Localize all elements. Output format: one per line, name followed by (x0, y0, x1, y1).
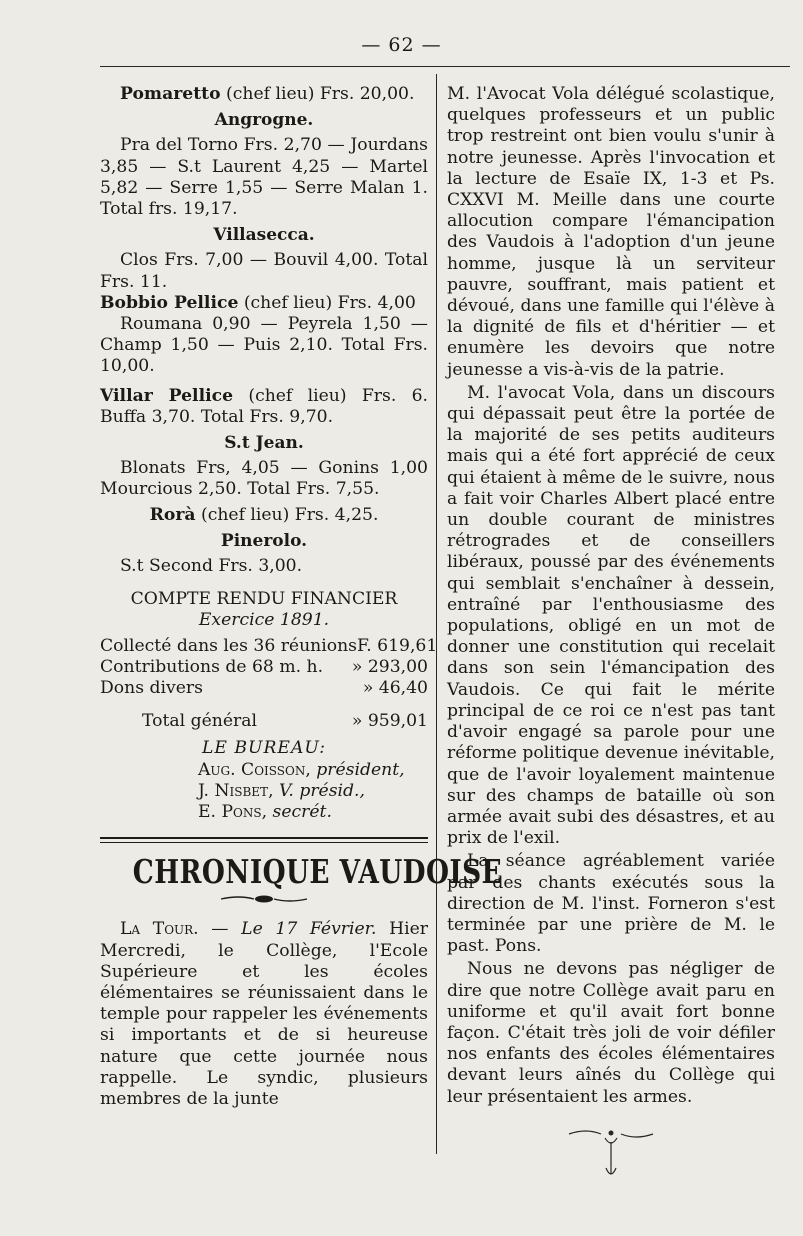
column-divider (436, 74, 437, 1154)
bureau-title: LE BUREAU: (201, 738, 327, 759)
entry-angrogne: Pra del Torno Frs. 2,70 — Jourdans 3,85 — S.t Laurent 4,25 — Martel 5,82 — Serre 1,55 — Serre Malan 1. Total frs. 19,17. (100, 135, 428, 220)
signatory-role: secrét. (267, 802, 332, 823)
chronique-text: Hier Mercredi, le Collège, l'Ecole Supérieure et les écoles élémentaires se réunissaient dans le temple pour rappeler les événements si importants et de si heureuse nature que cette journée nous rappelle. Le syndic, plusieurs membres de la junte (100, 919, 428, 1109)
signatory-name: J. Nisbet, (198, 780, 274, 801)
section-rule (100, 837, 428, 843)
total-label: Total général (142, 711, 257, 732)
paragraph: La séance agréablement variée par des chants exécutés sous la direction de M. l'inst. Forneron s'est terminée par une prière de M. le past. Pons. (447, 851, 775, 957)
dingbat-ornament (561, 1124, 661, 1184)
entry-text: (chef lieu) Frs. 6. Buffa 3,70. Total Frs. 9,70. (100, 385, 428, 427)
row-label: Contributions de 68 m. h. (100, 656, 324, 677)
row-label: Dons divers (100, 678, 203, 699)
entry-bobbio (100, 293, 428, 314)
entry-bobbio-cont: Roumana 0,90 — Peyrela 1,50 — Champ 1,50 — Puis 2,10. Total Frs. 10,00. (100, 314, 428, 377)
row-value: » 46,40 (362, 678, 428, 699)
paragraph: M. l'Avocat Vola délégué scolastique, quelques professeurs et un public trop restreint ont bien voulu s'unir à notre jeunesse. Après l'invocation et la lecture de Esaïe IX, 1-3 et Ps. CXXVI M. Meille dans une courte allocution compare l'émancipation des Vaudois à l'adoption d'un jeune homme, jusque là un serviteur pauvre, souffrant, mais patient et dévoué, dans une famille qui l'élève à la dignité de fils et d'héritier — et enumère les devoirs que notre jeunesse a vis-à-vis de la patrie. (447, 84, 775, 380)
paragraph: M. l'avocat Vola, dans un discours qui dépassait peut être la portée de la majorité de ses petits auditeurs mais qui a été fort apprécié de ceux qui étaient à même de le suivre, nous a fait voir Charles Albert placé entre un double courant de ministres rétrogrades et de conseillers libéraux, poussé par des événements qui semblait s'enchaîner à dessein, entraîné par l'enthousiasme des populations, obligé en un mot de donner une constitution qui recelait dans son sein l'émancipation des Vaudois. Ce qui fait le mérite principal de ce roi ce n'est pas tant d'avoir engagé sa parole pour une réforme politique devenue inévitable, que de l'avoir loyalement maintenue sur des champs de bataille où son armée avait subi des désastres, et au prix de l'exil. (447, 382, 775, 849)
chronique-paragraph (100, 919, 428, 1110)
total-value: » 959,01 (351, 711, 428, 732)
entry-text: (chef lieu) Frs. 4,25. (195, 504, 379, 525)
heading-villasecca: Villasecca. (213, 225, 315, 246)
financial-report-title: COMPTE RENDU FINANCIER (130, 589, 398, 610)
entry-text: (chef lieu) Frs. 20,00. (220, 84, 415, 104)
financial-report-subtitle: Exercice 1891. (198, 610, 330, 631)
section-title: CHRONIQUE VAUDOISE (132, 852, 503, 892)
signatory-name: Aug. Coisson, (198, 759, 311, 780)
place-name: Pomaretto (120, 84, 221, 104)
paragraph: Nous ne devons pas négliger de dire que notre Collège avait paru en uniforme et qu'il avait fort bonne façon. C'était très joli de voir défiler nos enfants des écoles élémentaires devant leurs aînés du Collège qui leur présentaient les armes. (447, 959, 775, 1107)
signature-line (100, 781, 428, 802)
place-name: Villar Pellice (100, 385, 234, 406)
financial-table (100, 635, 438, 733)
financial-row (100, 678, 428, 699)
place-name: Rorà (149, 504, 196, 525)
financial-total-row (100, 711, 428, 732)
entry-st-jean: Blonats Frs, 4,05 — Gonins 1,00 Mourcious 2,50. Total Frs. 7,55. (100, 458, 428, 500)
heading-angrogne: Angrogne. (214, 110, 314, 131)
heading-pinerolo: Pinerolo. (220, 530, 308, 551)
signatory-role: président, (310, 759, 405, 780)
entry-text: (chef lieu) Frs. 4,00 (238, 292, 416, 313)
row-label: Collecté dans les 36 réunions (100, 635, 357, 656)
chronique-date: Le 17 Février. (241, 919, 377, 940)
signature-line (100, 802, 428, 823)
row-value: » 293,00 (351, 656, 428, 677)
heading-st-jean: S.t Jean. (224, 433, 304, 454)
page-number: — 62 — (361, 34, 442, 56)
entry-villar (100, 386, 428, 428)
left-column (100, 84, 503, 1110)
entry-pomaretto (100, 84, 428, 105)
entry-rora (100, 505, 428, 526)
financial-row (100, 657, 428, 678)
chronique-dash: — (198, 919, 242, 940)
entry-pinerolo: S.t Second Frs. 3,00. (120, 556, 303, 577)
right-column (447, 84, 775, 1184)
financial-row (100, 635, 438, 657)
place-name: Bobbio Pellice (100, 292, 239, 313)
row-value: F. 619,61 (356, 635, 438, 656)
entry-villasecca: Clos Frs. 7,00 — Bouvil 4,00. Total Frs. 11. (100, 250, 428, 292)
signatory-name: E. Pons, (198, 802, 268, 823)
signatory-role: V. présid., (273, 780, 365, 801)
flourish-ornament (219, 893, 309, 905)
header-rule (100, 66, 790, 67)
signature-line (100, 760, 428, 781)
chronique-place: La Tour. (120, 919, 199, 940)
